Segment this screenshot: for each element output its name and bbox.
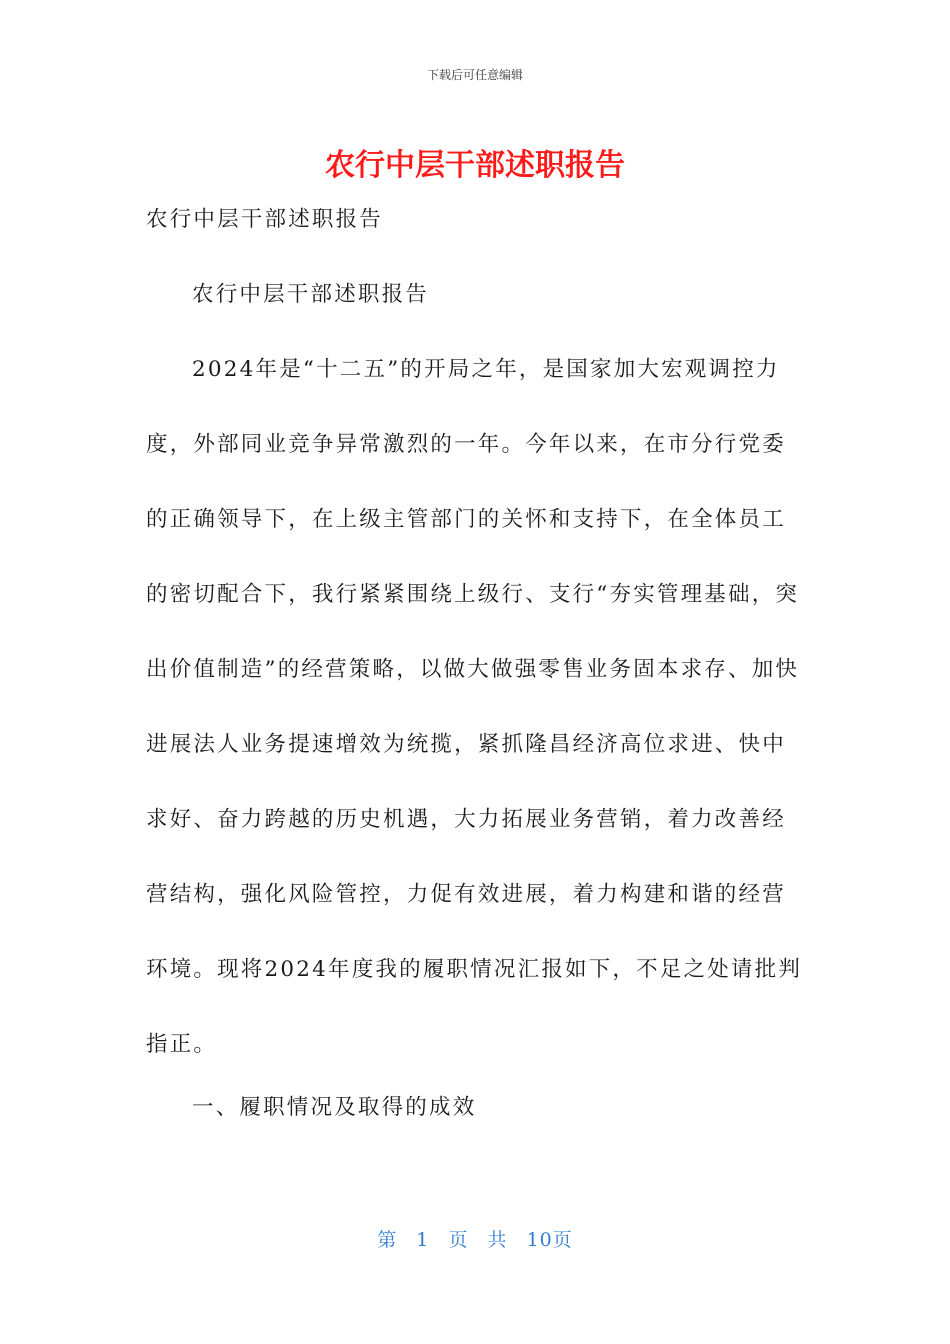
footer-label-unit: 页 — [448, 1229, 469, 1251]
page-footer — [0, 1225, 950, 1252]
footer-total-pages: 10页 — [526, 1229, 573, 1251]
footer-current-page: 1 — [416, 1229, 430, 1251]
document-title: 农行中层干部述职报告 — [325, 148, 625, 183]
subtitle-text: 农行中层干部述职报告 — [146, 207, 384, 232]
footer-label-total: 共 — [487, 1229, 508, 1251]
paragraph-text: 2024年是“十二五”的开局之年，是国家加大宏观调控力度，外部同业竞争异常激烈的一年。今年以来，在市分行党委的正确领导下，在上级主管部门的关怀和支持下，在全体员工的密切配合下，我行紧紧围绕上级行、支行“夯实管理基础，突出价值制造”的经营策略，以做大做强零售业务固本求存、加快进展法人业务提速增效为统揽，紧抓隆昌经济高位求进、快中求好、奋力跨越的历史机遇，大力拓展业务营销，着力改善经营结构，强化风险管控，力促有效进展，着力构建和谐的经营环境。现将2024年度我的履职情况汇报如下，不足之处请批判指正。 — [146, 357, 803, 1057]
section-heading — [146, 1070, 806, 1145]
page-header-note: 下载后可任意编辑 — [426, 68, 523, 82]
body-paragraph — [146, 332, 806, 1082]
document-subtitle — [146, 182, 806, 257]
section-heading-text: 一、履职情况及取得的成效 — [192, 1095, 477, 1120]
indented-subtitle — [146, 257, 806, 332]
footer-label-page: 第 — [377, 1229, 398, 1251]
indented-subtitle-text: 农行中层干部述职报告 — [192, 282, 430, 307]
